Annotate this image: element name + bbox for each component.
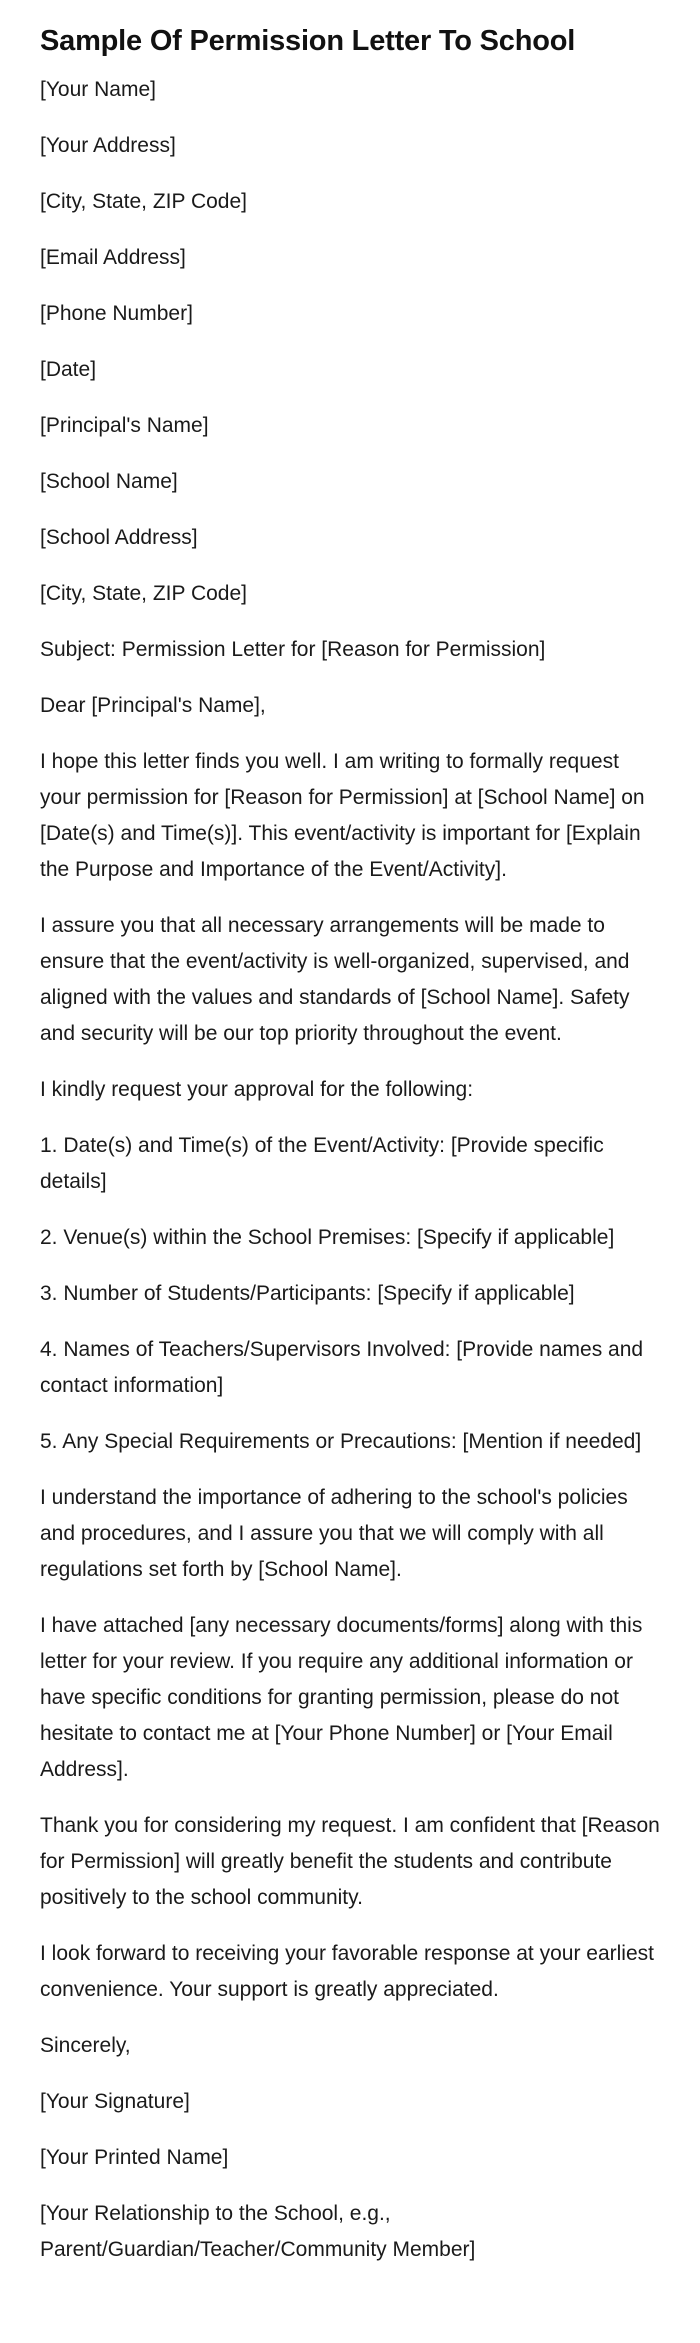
relationship-line: [Your Relationship to the School, e.g., Parent/Guardian/Teacher/Community Member]	[40, 2202, 476, 2261]
list-item: 3. Number of Students/Participants: [Specify if applicable]	[40, 1282, 575, 1305]
list-item: 1. Date(s) and Time(s) of the Event/Activity: [Provide specific details]	[40, 1134, 604, 1193]
recipient-name: [Principal's Name]	[40, 414, 209, 437]
school-city-state-zip: [City, State, ZIP Code]	[40, 582, 247, 605]
page-title: Sample Of Permission Letter To School	[40, 25, 576, 57]
body-paragraph: I understand the importance of adhering to the school's policies and procedures, and I assure you that we will comply with all regulations set forth by [School Name].	[40, 1486, 628, 1581]
body-paragraph: I have attached [any necessary documents/forms] along with this letter for your review. If you require any additional information or have specific conditions for granting permission, please do not hesitate to contact me at [Your Phone Number] or [Your Email Address].	[40, 1614, 643, 1781]
list-item: 5. Any Special Requirements or Precautions: [Mention if needed]	[40, 1430, 642, 1453]
printed-name: [Your Printed Name]	[40, 2146, 229, 2169]
sender-address: [Your Address]	[40, 134, 176, 157]
body-paragraph: I hope this letter finds you well. I am writing to formally request your permission for [Reason for Permission] at [School Name] on [Date(s) and Time(s)]. This event/activity is important for [Explain the Purpose and Importance of the Event/Activity].	[40, 750, 645, 881]
body-paragraph: I assure you that all necessary arrangements will be made to ensure that the event/activity is well-organized, supervised, and aligned with the values and standards of [School Name]. Safety and security will be our top priority throughout the event.	[40, 914, 630, 1045]
signature-line: [Your Signature]	[40, 2090, 190, 2113]
body-paragraph: Thank you for considering my request. I am confident that [Reason for Permission] will greatly benefit the students and contribute positively to the school community.	[40, 1814, 660, 1909]
body-paragraph: I kindly request your approval for the following:	[40, 1078, 474, 1101]
list-item: 2. Venue(s) within the School Premises: [Specify if applicable]	[40, 1226, 615, 1249]
closing: Sincerely,	[40, 2034, 131, 2057]
sender-email: [Email Address]	[40, 246, 186, 269]
school-name: [School Name]	[40, 470, 178, 493]
list-item: 4. Names of Teachers/Supervisors Involved: [Provide names and contact information]	[40, 1338, 644, 1397]
body-paragraph: I look forward to receiving your favorable response at your earliest convenience. Your support is greatly appreciated.	[40, 1942, 654, 2001]
letter-date: [Date]	[40, 358, 97, 381]
sender-city-state-zip: [City, State, ZIP Code]	[40, 190, 247, 213]
subject-line: Subject: Permission Letter for [Reason for Permission]	[40, 638, 546, 661]
sender-phone: [Phone Number]	[40, 302, 193, 325]
school-address: [School Address]	[40, 526, 198, 549]
sender-name: [Your Name]	[40, 78, 156, 101]
salutation: Dear [Principal's Name],	[40, 694, 266, 717]
letter-body	[40, 72, 660, 2268]
